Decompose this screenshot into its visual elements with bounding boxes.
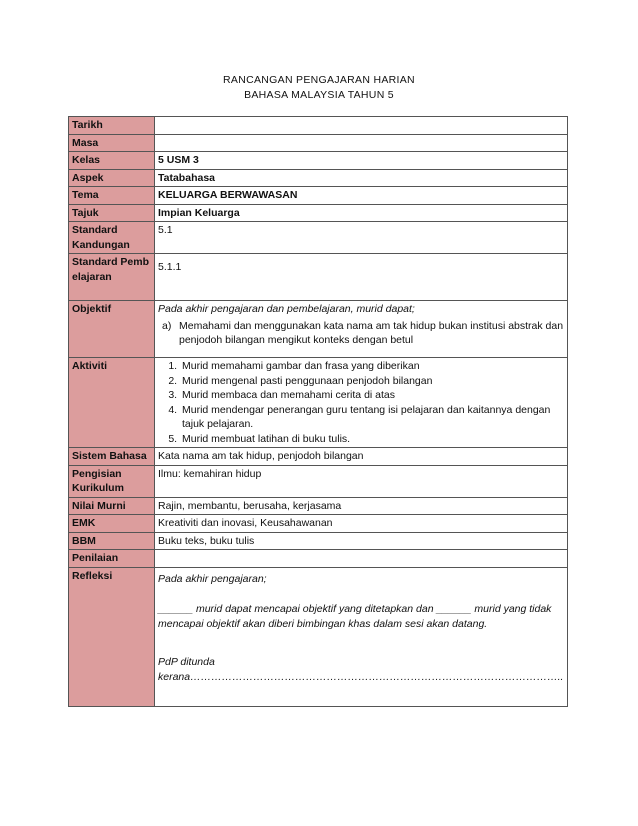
- objektif-item: [158, 319, 564, 348]
- label-pengisian-kurikulum: Pengisian Kurikulum: [69, 465, 155, 497]
- row-tema: [69, 187, 568, 205]
- row-kelas: [69, 152, 568, 170]
- label-objektif: Objektif: [69, 301, 155, 358]
- value-standard-pembelajaran: 5.1.1: [155, 254, 568, 301]
- label-masa: Masa: [69, 134, 155, 152]
- value-refleksi: [155, 567, 568, 706]
- list-item: 1. Murid memahami gambar dan frasa yang diberikan: [180, 359, 564, 374]
- value-aspek: Tatabahasa: [155, 169, 568, 187]
- value-emk: Kreativiti dan inovasi, Keusahawanan: [155, 515, 568, 533]
- row-aspek: [69, 169, 568, 187]
- label-standard-kandungan: Standard Kandungan: [69, 222, 155, 254]
- refleksi-line-4: kerana……………………………………………………………………………………………..: [158, 670, 564, 683]
- row-penilaian: [69, 550, 568, 568]
- value-pengisian-kurikulum: Ilmu: kemahiran hidup: [155, 465, 568, 497]
- label-aktiviti: Aktiviti: [69, 358, 155, 448]
- list-item: 3. Murid membaca dan memahami cerita di atas: [180, 388, 564, 403]
- value-objektif: [155, 301, 568, 358]
- row-aktiviti: [69, 358, 568, 448]
- value-nilai-murni: Rajin, membantu, berusaha, kerjasama: [155, 497, 568, 515]
- refleksi-line-1: Pada akhir pengajaran;: [158, 572, 267, 585]
- objektif-intro: Pada akhir pengajaran dan pembelajaran, murid dapat;: [158, 303, 415, 315]
- label-aspek: Aspek: [69, 169, 155, 187]
- label-emk: EMK: [69, 515, 155, 533]
- refleksi-line-2: ______ murid dapat mencapai objektif yang ditetapkan dan ______ murid yang tidak mencapai objektif akan diberi bimbingan khas dalam sesi akan datang.: [158, 603, 552, 630]
- value-penilaian: [155, 550, 568, 568]
- page-title: RANCANGAN PENGAJARAN HARIAN: [223, 74, 415, 86]
- label-sistem-bahasa: Sistem Bahasa: [69, 448, 155, 466]
- row-tarikh: [69, 117, 568, 135]
- label-nilai-murni: Nilai Murni: [69, 497, 155, 515]
- row-objektif: [69, 301, 568, 358]
- value-masa: [155, 134, 568, 152]
- label-bbm: BBM: [69, 532, 155, 550]
- aktiviti-list: [158, 359, 564, 446]
- row-refleksi: [69, 567, 568, 706]
- row-bbm: [69, 532, 568, 550]
- value-tarikh: [155, 117, 568, 135]
- list-item: 5. Murid membuat latihan di buku tulis.: [180, 432, 564, 447]
- lesson-plan-table: [68, 116, 568, 707]
- row-emk: [69, 515, 568, 533]
- label-kelas: Kelas: [69, 152, 155, 170]
- value-tema: KELUARGA BERWAWASAN: [155, 187, 568, 205]
- objektif-item-marker: a): [162, 319, 172, 332]
- label-tarikh: Tarikh: [69, 117, 155, 135]
- label-tajuk: Tajuk: [69, 204, 155, 222]
- value-tajuk: Impian Keluarga: [155, 204, 568, 222]
- label-refleksi: Refleksi: [69, 567, 155, 706]
- row-pengisian-kurikulum: [69, 465, 568, 497]
- row-masa: [69, 134, 568, 152]
- objektif-item-text: Memahami dan menggunakan kata nama am tak hidup bukan institusi abstrak dan penjodoh bilangan mengikut konteks dengan betul: [179, 319, 564, 346]
- refleksi-line-3: PdP ditunda: [158, 656, 215, 668]
- value-aktiviti: [155, 358, 568, 448]
- page-subtitle: BAHASA MALAYSIA TAHUN 5: [244, 89, 394, 101]
- row-standard-pembelajaran: [69, 254, 568, 301]
- row-nilai-murni: [69, 497, 568, 515]
- row-tajuk: [69, 204, 568, 222]
- value-bbm: Buku teks, buku tulis: [155, 532, 568, 550]
- label-tema: Tema: [69, 187, 155, 205]
- label-penilaian: Penilaian: [69, 550, 155, 568]
- value-kelas: 5 USM 3: [155, 152, 568, 170]
- row-sistem-bahasa: [69, 448, 568, 466]
- list-item: 4. Murid mendengar penerangan guru tentang isi pelajaran dan kaitannya dengan tajuk pelajaran.: [180, 403, 564, 432]
- label-standard-pembelajaran: Standard Pembelajaran: [69, 254, 155, 301]
- row-standard-kandungan: [69, 222, 568, 254]
- value-sistem-bahasa: Kata nama am tak hidup, penjodoh bilangan: [155, 448, 568, 466]
- list-item: 2. Murid mengenal pasti penggunaan penjodoh bilangan: [180, 374, 564, 389]
- value-standard-kandungan: 5.1: [155, 222, 568, 254]
